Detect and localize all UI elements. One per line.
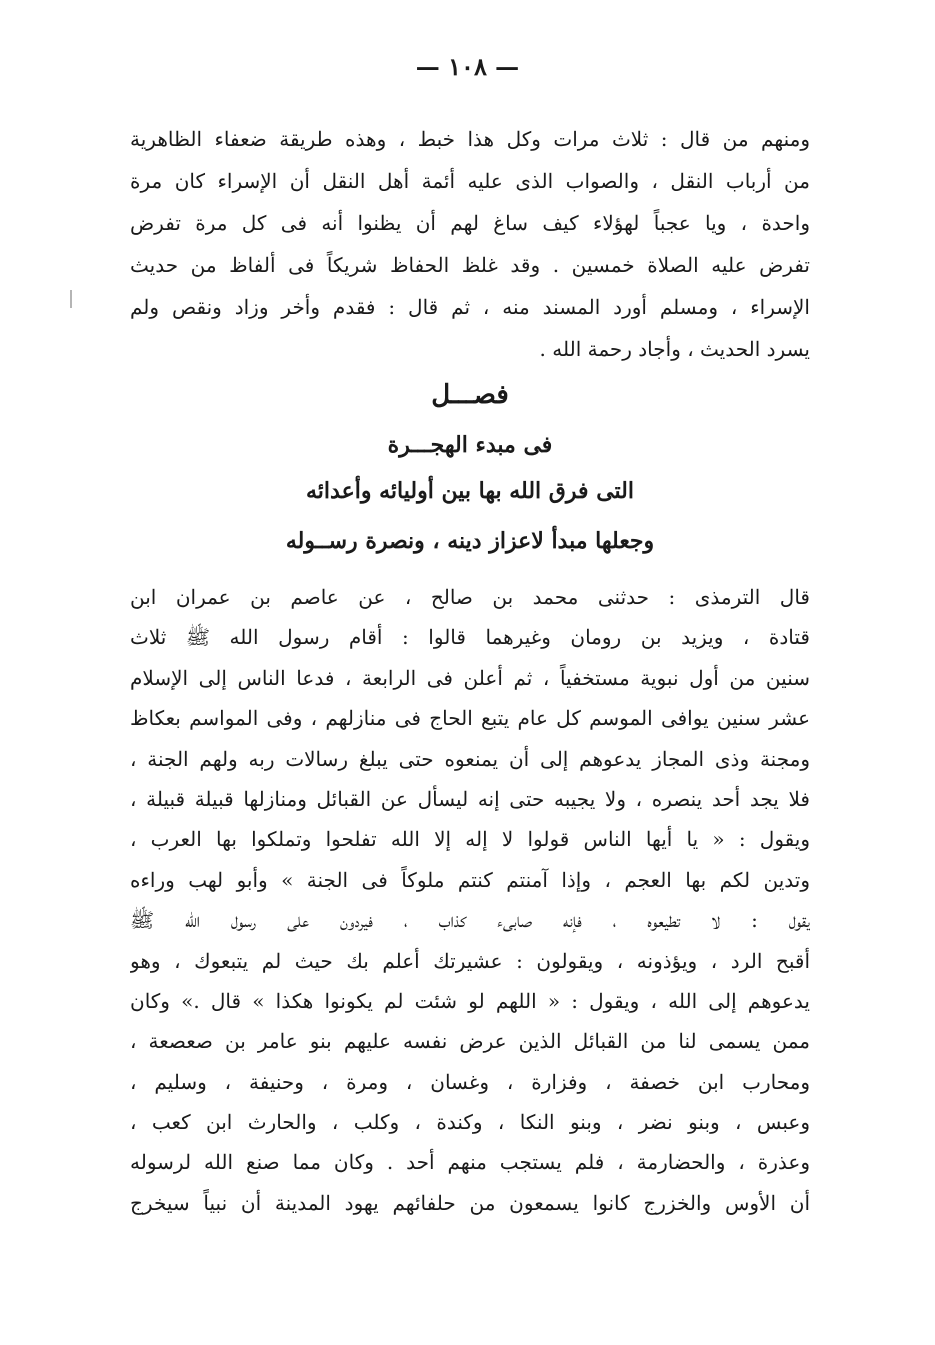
section-title: فصـــل — [431, 380, 509, 410]
paragraph-1-line: الإسراء ، ومسلم أورد المسند منه ، ثم قال : فقدم وأخر وزاد ونقص ولم — [130, 295, 810, 319]
paragraph-2-line: ومجنة وذى المجاز يدعوهم إلى أن يمنعوه حتى يبلغ رسالات ربه ولهم الجنة ، — [130, 746, 810, 771]
paragraph-2-line: ممن يسمى لنا من القبائل الذين عرض نفسه عليهم بنو عامر بن صعصعة ، — [130, 1029, 810, 1054]
paragraph-1-line: يسرد الحديث ، وأجاد رحمة الله . — [539, 337, 810, 361]
paragraph-2-line: يدعوهم إلى الله ، ويقول : « اللهم لو شئت لم يكونوا هكذا » قال .» وكان — [130, 988, 810, 1013]
chapter-subtitle-1: فى مبدء الهجـــرة — [387, 432, 553, 458]
paragraph-1 — [130, 118, 810, 370]
paragraph-1-line: تفرض عليه الصلاة خمسين . وقد غلظ الحفاظ شريكاً فى ألفاظ من حديث — [130, 253, 810, 277]
paragraph-2 — [130, 577, 810, 1223]
paragraph-2-line: يقول : لا تطيعوه ، فإنه صابىء كذاب ، فيردون على رسول الله ﷺ — [130, 908, 810, 933]
margin-mark — [70, 290, 72, 308]
paragraph-2-line: سنين من أول نبوية مستخفياً ، ثم أعلن فى الرابعة ، فدعا الناس إلى الإسلام — [130, 665, 810, 690]
paragraph-2-line: وتدين لكم بها العجم ، وإذا آمنتم كنتم ملوكاً فى الجنة » وأبو لهب وراءه — [130, 867, 810, 892]
paragraph-2-line: ويقول : « يا أيها الناس قولوا لا إله إلا الله تفلحوا وتملكوا بها العرب ، — [130, 827, 810, 852]
paragraph-1-line: ومنهم من قال : ثلاث مرات وكل هذا خبط ، وهذه طريقة ضعفاء الظاهرية — [130, 127, 810, 151]
chapter-subtitle-2: التى فرق الله بها بين أوليائه وأعدائه — [306, 478, 634, 504]
paragraph-2-line: وعبس ، وبنو نضر ، وبنو النكا ، وكندة ، وكلب ، والحارث ابن كعب ، — [130, 1110, 810, 1135]
paragraph-2-line: وعذرة ، والحضارمة ، فلم يستجب منهم أحد . وكان مما صنع الله لرسوله — [130, 1150, 810, 1175]
page-number: — ١٠٨ — — [415, 52, 520, 81]
paragraph-1-line: من أرباب النقل ، والصواب الذى عليه أئمة أهل النقل أن الإسراء كان مرة — [130, 169, 810, 193]
chapter-subtitle-3: وجعلها مبدأ لاعزاز دينه ، ونصرة رســوله — [285, 528, 655, 554]
paragraph-1-line: واحدة ، ويا عجباً لهؤلاء كيف ساغ لهم أن يظنوا أنه فى كل مرة تفرض — [130, 211, 810, 235]
paragraph-2-line: ومحارب ابن خصفة ، وفزارة ، وغسان ، ومرة ، وحنيفة ، وسليم ، — [130, 1069, 810, 1094]
paragraph-2-line: أقبح الرد ، ويؤذونه ، ويقولون : عشيرتك أعلم بك حيث لم يتبعوك ، وهو — [130, 948, 810, 973]
paragraph-2-line: قتادة ، ويزيد بن رومان وغيرهما قالوا : أقام رسول الله ﷺ ثلاث — [130, 625, 810, 650]
paragraph-2-line: عشر سنين يوافى الموسم كل عام يتبع الحاج فى منازلهم ، وفى المواسم بعكاظ — [130, 706, 810, 731]
paragraph-2-line: قال الترمذى : حدثنى محمد بن صالح ، عن عاصم بن عمران ابن — [130, 585, 810, 609]
paragraph-2-line: فلا يجد أحد ينصره ، ولا يجيبه حتى إنه ليسأل عن القبائل ومنازلها قبيلة قبيلة ، — [130, 786, 810, 811]
paragraph-2-line: أن الأوس والخزرج كانوا يسمعون من حلفائهم يهود المدينة أن نبياً سيخرج — [130, 1190, 810, 1215]
